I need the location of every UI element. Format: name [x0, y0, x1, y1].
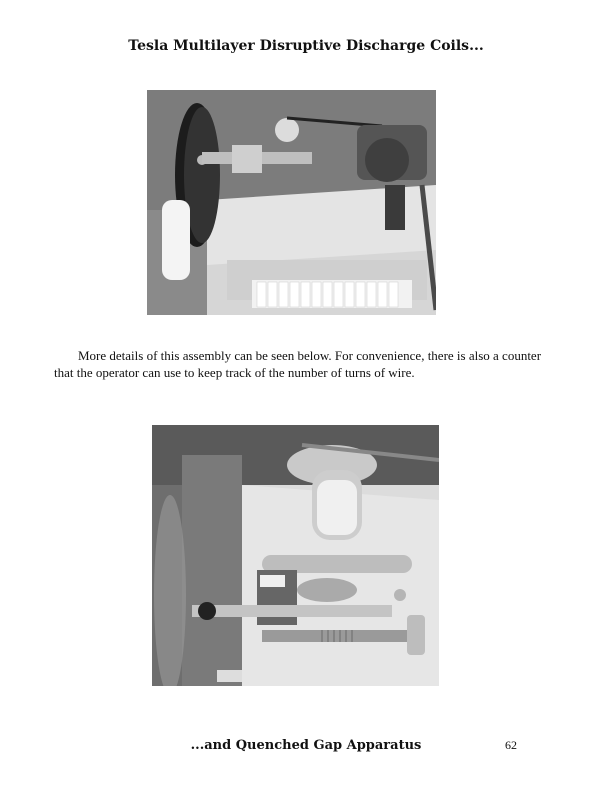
assembly-photo	[147, 90, 436, 315]
figure-caption: ...and Quenched Gap Apparatus	[190, 738, 422, 753]
counter-mechanism-photo	[152, 425, 439, 686]
body-paragraph-text: More details of this assembly can be seen below. For convenience, there is also a counter that the operator can use to keep track of the number of turns of wire.	[54, 348, 542, 380]
body-paragraph	[54, 347, 554, 381]
counter-mechanism-photo-drawing	[152, 425, 439, 686]
assembly-photo-drawing	[147, 90, 436, 315]
page-title: Tesla Multilayer Disruptive Discharge Coils...	[128, 38, 484, 54]
page-number: 62	[505, 738, 517, 752]
